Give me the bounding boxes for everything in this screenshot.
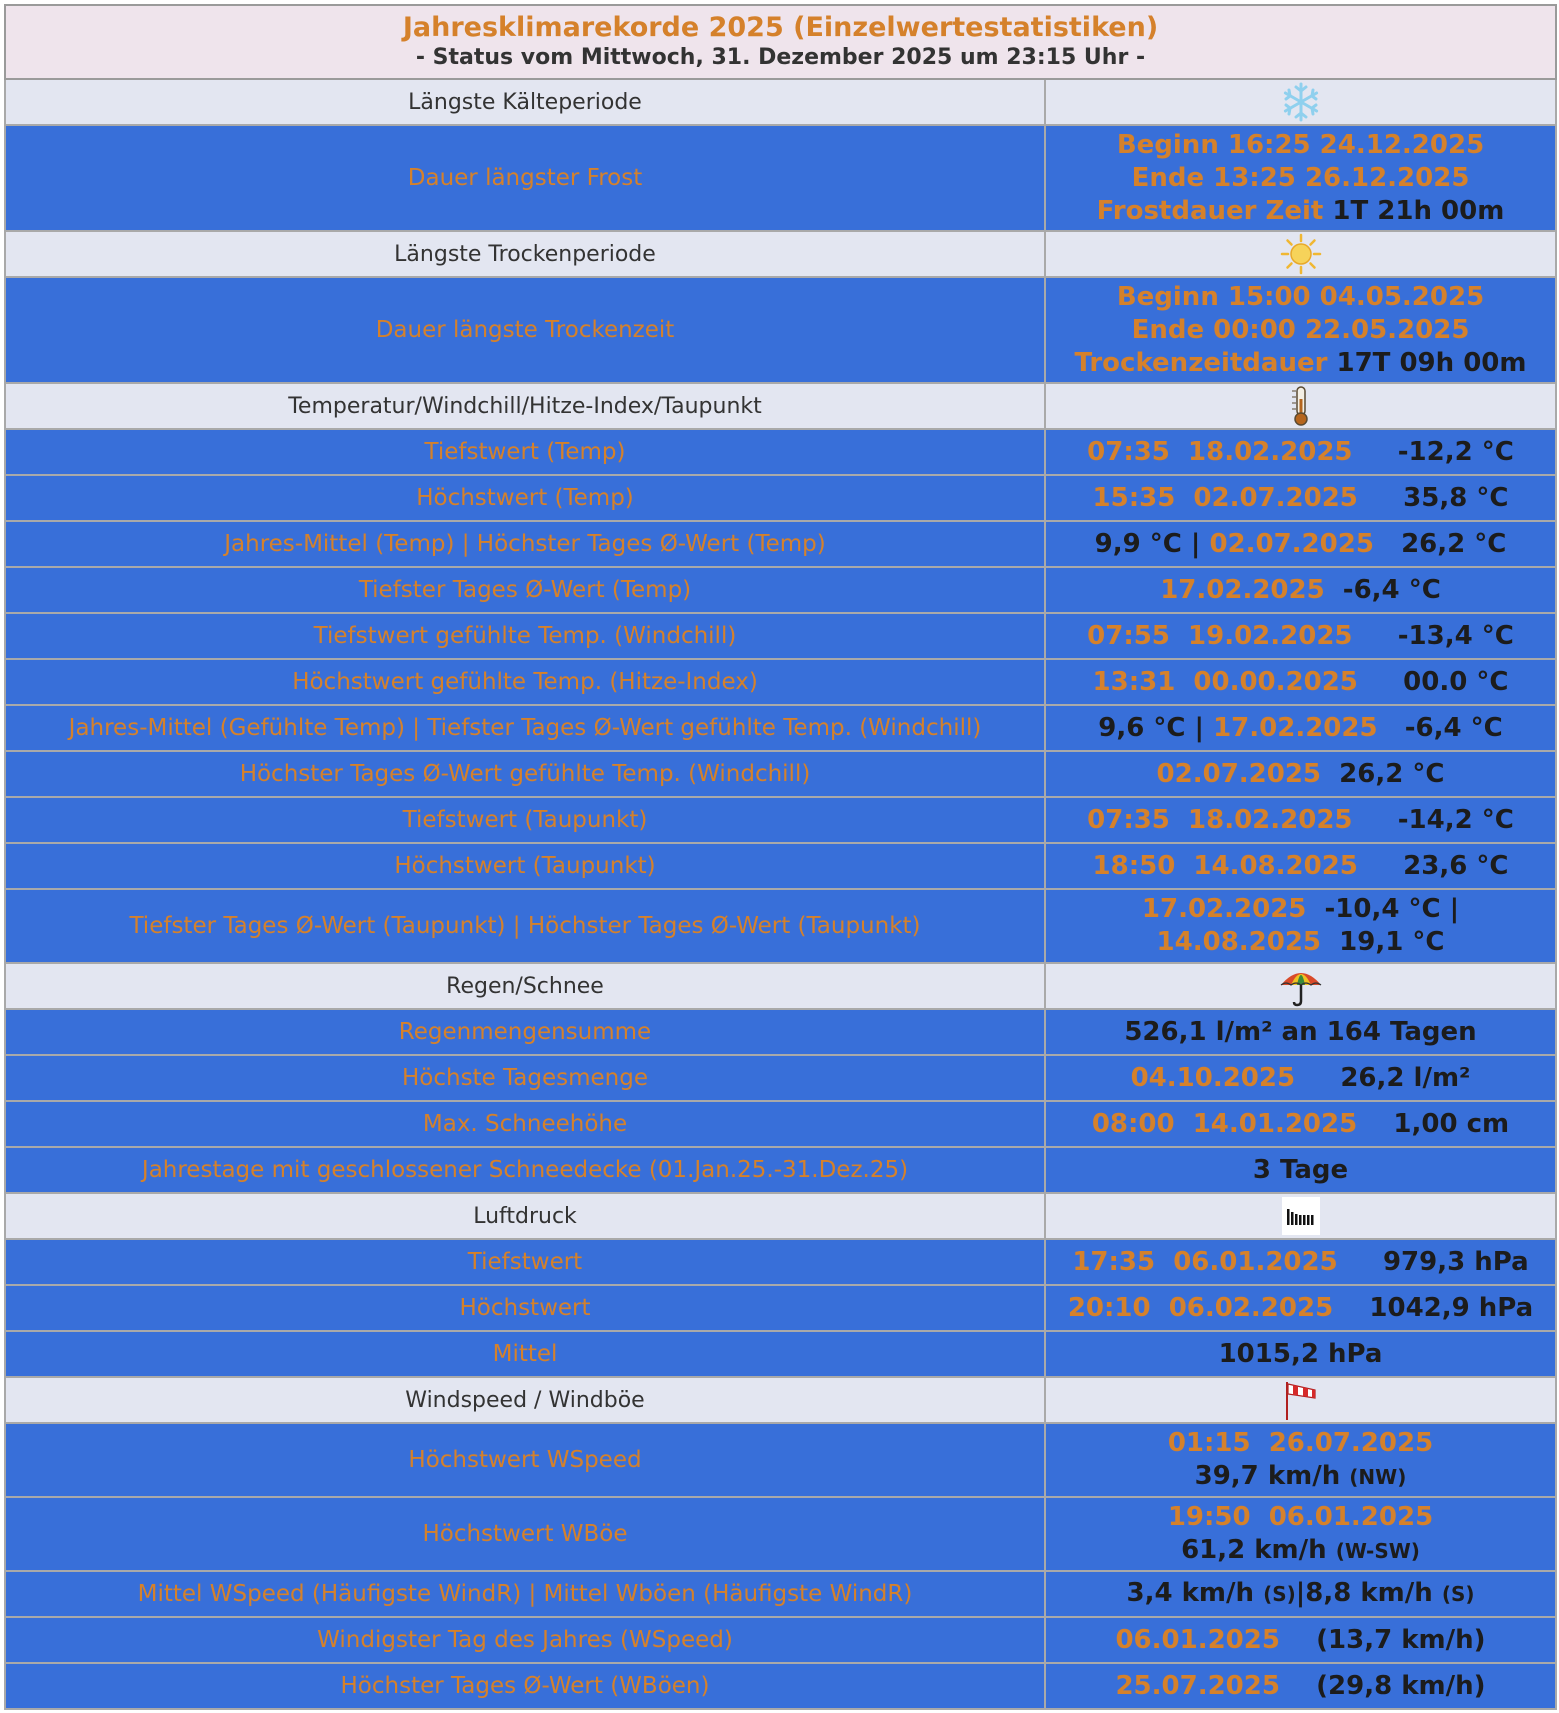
dew-day-value1: -10,4 °C |	[1324, 894, 1460, 924]
feel-mean-value-cell	[1045, 705, 1556, 751]
heat-index-max-date: 00.00.2025	[1193, 666, 1358, 697]
temp-min-time: 07:35	[1087, 436, 1170, 467]
frost-begin: Beginn 16:25 24.12.2025	[1116, 129, 1485, 160]
wind-mean-label: Mittel WSpeed (Häufigste WindR) | Mittel Wböen (Häufigste WindR)	[5, 1571, 1045, 1617]
frost-duration-label: Dauer längster Frost	[5, 125, 1045, 231]
windiest-day-date: 06.01.2025	[1115, 1624, 1280, 1655]
wind-mean-gust-direction: (S)	[1441, 1582, 1475, 1606]
windchill-min-value-cell	[1045, 613, 1556, 659]
temp-day-min-date: 17.02.2025	[1160, 574, 1325, 605]
wspeed-max-label: Höchstwert WSpeed	[5, 1423, 1045, 1497]
dew-day-value2: 19,1 °C	[1339, 927, 1445, 957]
section-cold-icon-cell	[1045, 79, 1556, 125]
feel-mean-date: 17.02.2025	[1213, 712, 1378, 743]
windiest-day-value-cell	[1045, 1617, 1556, 1663]
snow-max-value: 1,00 cm	[1393, 1108, 1510, 1139]
section-temp-label: Temperatur/Windchill/Hitze-Index/Taupunkt	[5, 383, 1045, 429]
records-container	[4, 4, 1555, 1710]
frost-duration-value: 1T 21h 00m	[1332, 195, 1505, 226]
temp-max-label: Höchstwert (Temp)	[5, 475, 1045, 521]
pressure-max-date: 06.02.2025	[1168, 1292, 1334, 1323]
feel-day-max-value: 26,2 °C	[1339, 758, 1445, 789]
dew-min-label: Tiefstwert (Taupunkt)	[5, 797, 1045, 843]
heat-index-max-time: 13:31	[1092, 666, 1176, 697]
dew-day-date2: 14.08.2025	[1156, 927, 1322, 957]
section-wind-label: Windspeed / Windböe	[5, 1377, 1045, 1423]
dew-min-time: 07:35	[1087, 804, 1170, 835]
temp-max-date: 02.07.2025	[1193, 482, 1358, 513]
snowflake-icon	[1280, 81, 1322, 123]
windchill-min-label: Tiefstwert gefühlte Temp. (Windchill)	[5, 613, 1045, 659]
temp-min-label: Tiefstwert (Temp)	[5, 429, 1045, 475]
rain-day-max-date: 04.10.2025	[1130, 1062, 1296, 1093]
feel-day-max-value-cell	[1045, 751, 1556, 797]
dew-day-value-cell	[1045, 889, 1556, 963]
snow-days-value: 3 Tage	[1045, 1147, 1556, 1193]
wind-mean-gust: 8,8 km/h	[1305, 1578, 1433, 1608]
rain-day-max-value-cell	[1045, 1055, 1556, 1101]
dry-duration-label: Dauer längste Trockenzeit	[5, 277, 1045, 383]
gust-day-max-value-cell	[1045, 1663, 1556, 1709]
feel-day-max-label: Höchster Tages Ø-Wert gefühlte Temp. (Windchill)	[5, 751, 1045, 797]
dew-day-date1: 17.02.2025	[1141, 894, 1307, 924]
windchill-min-value: -13,4 °C	[1397, 620, 1514, 651]
pressure-min-value: 979,3 hPa	[1382, 1246, 1529, 1277]
temp-mean-value-cell	[1045, 521, 1556, 567]
wspeed-max-direction: (NW)	[1349, 1464, 1407, 1489]
dew-max-label: Höchstwert (Taupunkt)	[5, 843, 1045, 889]
windiest-day-value: (13,7 km/h)	[1316, 1624, 1486, 1655]
wgust-max-date: 06.01.2025	[1268, 1501, 1434, 1532]
dry-duration-value: 17T 09h 00m	[1336, 347, 1527, 378]
section-pressure-label: Luftdruck	[5, 1193, 1045, 1239]
thermometer-icon	[1286, 385, 1316, 427]
temp-min-value: -12,2 °C	[1397, 436, 1514, 467]
temp-day-min-label: Tiefster Tages Ø-Wert (Temp)	[5, 567, 1045, 613]
umbrella-icon	[1278, 965, 1324, 1007]
heat-index-max-value: 00.0 °C	[1403, 666, 1509, 697]
pressure-min-value-cell	[1045, 1239, 1556, 1285]
temp-mean-value: 26,2 °C	[1401, 528, 1507, 559]
dry-duration-cell	[1045, 277, 1556, 383]
pressure-max-value: 1042,9 hPa	[1369, 1292, 1534, 1323]
section-dry-label: Längste Trockenperiode	[5, 231, 1045, 277]
dew-max-date: 14.08.2025	[1193, 850, 1358, 881]
windsock-icon	[1281, 1379, 1321, 1421]
frost-end: Ende 13:25 26.12.2025	[1131, 162, 1470, 193]
pressure-min-date: 06.01.2025	[1173, 1246, 1338, 1277]
temp-day-min-value: -6,4 °C	[1342, 574, 1441, 605]
pressure-min-time: 17:35	[1072, 1246, 1156, 1277]
pressure-max-label: Höchstwert	[5, 1285, 1045, 1331]
wgust-max-time: 19:50	[1167, 1501, 1251, 1532]
frost-duration-cell	[1045, 125, 1556, 231]
frost-duration-caption: Frostdauer Zeit	[1096, 195, 1324, 226]
windchill-min-time: 07:55	[1087, 620, 1170, 651]
rain-sum-value: 526,1 l/m² an 164 Tagen	[1045, 1009, 1556, 1055]
wspeed-max-date: 26.07.2025	[1268, 1427, 1434, 1458]
dry-begin: Beginn 15:00 04.05.2025	[1116, 281, 1485, 312]
feel-mean-avg: 9,6 °C |	[1098, 712, 1205, 743]
gust-day-max-label: Höchster Tages Ø-Wert (WBöen)	[5, 1663, 1045, 1709]
wgust-max-label: Höchstwert WBöe	[5, 1497, 1045, 1571]
heat-index-max-label: Höchstwert gefühlte Temp. (Hitze-Index)	[5, 659, 1045, 705]
temp-mean-label: Jahres-Mittel (Temp) | Höchster Tages Ø-Wert (Temp)	[5, 521, 1045, 567]
pressure-min-label: Tiefstwert	[5, 1239, 1045, 1285]
wind-mean-value-cell	[1045, 1571, 1556, 1617]
table-header	[5, 5, 1556, 79]
records-table	[4, 4, 1557, 1710]
wind-mean-speed: 3,4 km/h	[1126, 1578, 1254, 1608]
snow-max-value-cell	[1045, 1101, 1556, 1147]
feel-mean-label: Jahres-Mittel (Gefühlte Temp) | Tiefster Tages Ø-Wert gefühlte Temp. (Windchill)	[5, 705, 1045, 751]
temp-max-value: 35,8 °C	[1403, 482, 1509, 513]
section-temp-icon-cell	[1045, 383, 1556, 429]
section-rain-label: Regen/Schnee	[5, 963, 1045, 1009]
dew-min-value: -14,2 °C	[1397, 804, 1514, 835]
dew-min-value-cell	[1045, 797, 1556, 843]
pressure-mean-label: Mittel	[5, 1331, 1045, 1377]
sun-icon	[1280, 233, 1322, 275]
wind-mean-speed-direction: (S)	[1263, 1582, 1296, 1606]
gust-day-max-value: (29,8 km/h)	[1316, 1670, 1486, 1701]
dew-day-label: Tiefster Tages Ø-Wert (Taupunkt) | Höchster Tages Ø-Wert (Taupunkt)	[5, 889, 1045, 963]
status-line: - Status vom Mittwoch, 31. Dezember 2025 um 23:15 Uhr -	[415, 45, 1146, 70]
snow-max-label: Max. Schneehöhe	[5, 1101, 1045, 1147]
section-dry-icon-cell	[1045, 231, 1556, 277]
dew-min-date: 18.02.2025	[1188, 804, 1353, 835]
gust-day-max-date: 25.07.2025	[1115, 1670, 1280, 1701]
section-pressure-icon-cell	[1045, 1193, 1556, 1239]
snow-max-date: 14.01.2025	[1192, 1108, 1358, 1139]
rain-day-max-label: Höchste Tagesmenge	[5, 1055, 1045, 1101]
wgust-max-direction: (W-SW)	[1335, 1538, 1420, 1563]
dew-max-time: 18:50	[1092, 850, 1176, 881]
temp-mean-date: 02.07.2025	[1209, 528, 1374, 559]
section-wind-icon-cell	[1045, 1377, 1556, 1423]
temp-min-date: 18.02.2025	[1188, 436, 1353, 467]
section-cold-label: Längste Kälteperiode	[5, 79, 1045, 125]
temp-max-value-cell	[1045, 475, 1556, 521]
temp-day-min-value-cell	[1045, 567, 1556, 613]
pressure-max-time: 20:10	[1067, 1292, 1151, 1323]
wspeed-max-value: 39,7 km/h	[1194, 1460, 1341, 1491]
temp-mean-avg: 9,9 °C |	[1094, 528, 1201, 559]
pressure-max-value-cell	[1045, 1285, 1556, 1331]
windchill-min-date: 19.02.2025	[1188, 620, 1353, 651]
temp-max-time: 15:35	[1092, 482, 1176, 513]
feel-mean-value: -6,4 °C	[1404, 712, 1503, 743]
pressure-mean-value: 1015,2 hPa	[1045, 1331, 1556, 1377]
rain-day-max-value: 26,2 l/m²	[1340, 1062, 1471, 1093]
heat-index-max-value-cell	[1045, 659, 1556, 705]
wspeed-max-value-cell	[1045, 1423, 1556, 1497]
wind-mean-separator: |	[1295, 1578, 1306, 1608]
wspeed-max-time: 01:15	[1167, 1427, 1251, 1458]
wgust-max-value-cell	[1045, 1497, 1556, 1571]
rain-sum-label: Regenmengensumme	[5, 1009, 1045, 1055]
snow-days-label: Jahrestage mit geschlossener Schneedecke (01.Jan.25.-31.Dez.25)	[5, 1147, 1045, 1193]
page-title: Jahresklimarekorde 2025 (Einzelwertestatistiken)	[402, 12, 1159, 43]
section-rain-icon-cell	[1045, 963, 1556, 1009]
windiest-day-label: Windigster Tag des Jahres (WSpeed)	[5, 1617, 1045, 1663]
barometer-icon	[1282, 1197, 1320, 1235]
snow-max-time: 08:00	[1091, 1108, 1175, 1139]
dry-duration-caption: Trockenzeitdauer	[1074, 347, 1328, 378]
dew-max-value-cell	[1045, 843, 1556, 889]
dew-max-value: 23,6 °C	[1403, 850, 1509, 881]
feel-day-max-date: 02.07.2025	[1156, 758, 1322, 789]
temp-min-value-cell	[1045, 429, 1556, 475]
dry-end: Ende 00:00 22.05.2025	[1131, 314, 1470, 345]
wgust-max-value: 61,2 km/h	[1181, 1534, 1327, 1565]
